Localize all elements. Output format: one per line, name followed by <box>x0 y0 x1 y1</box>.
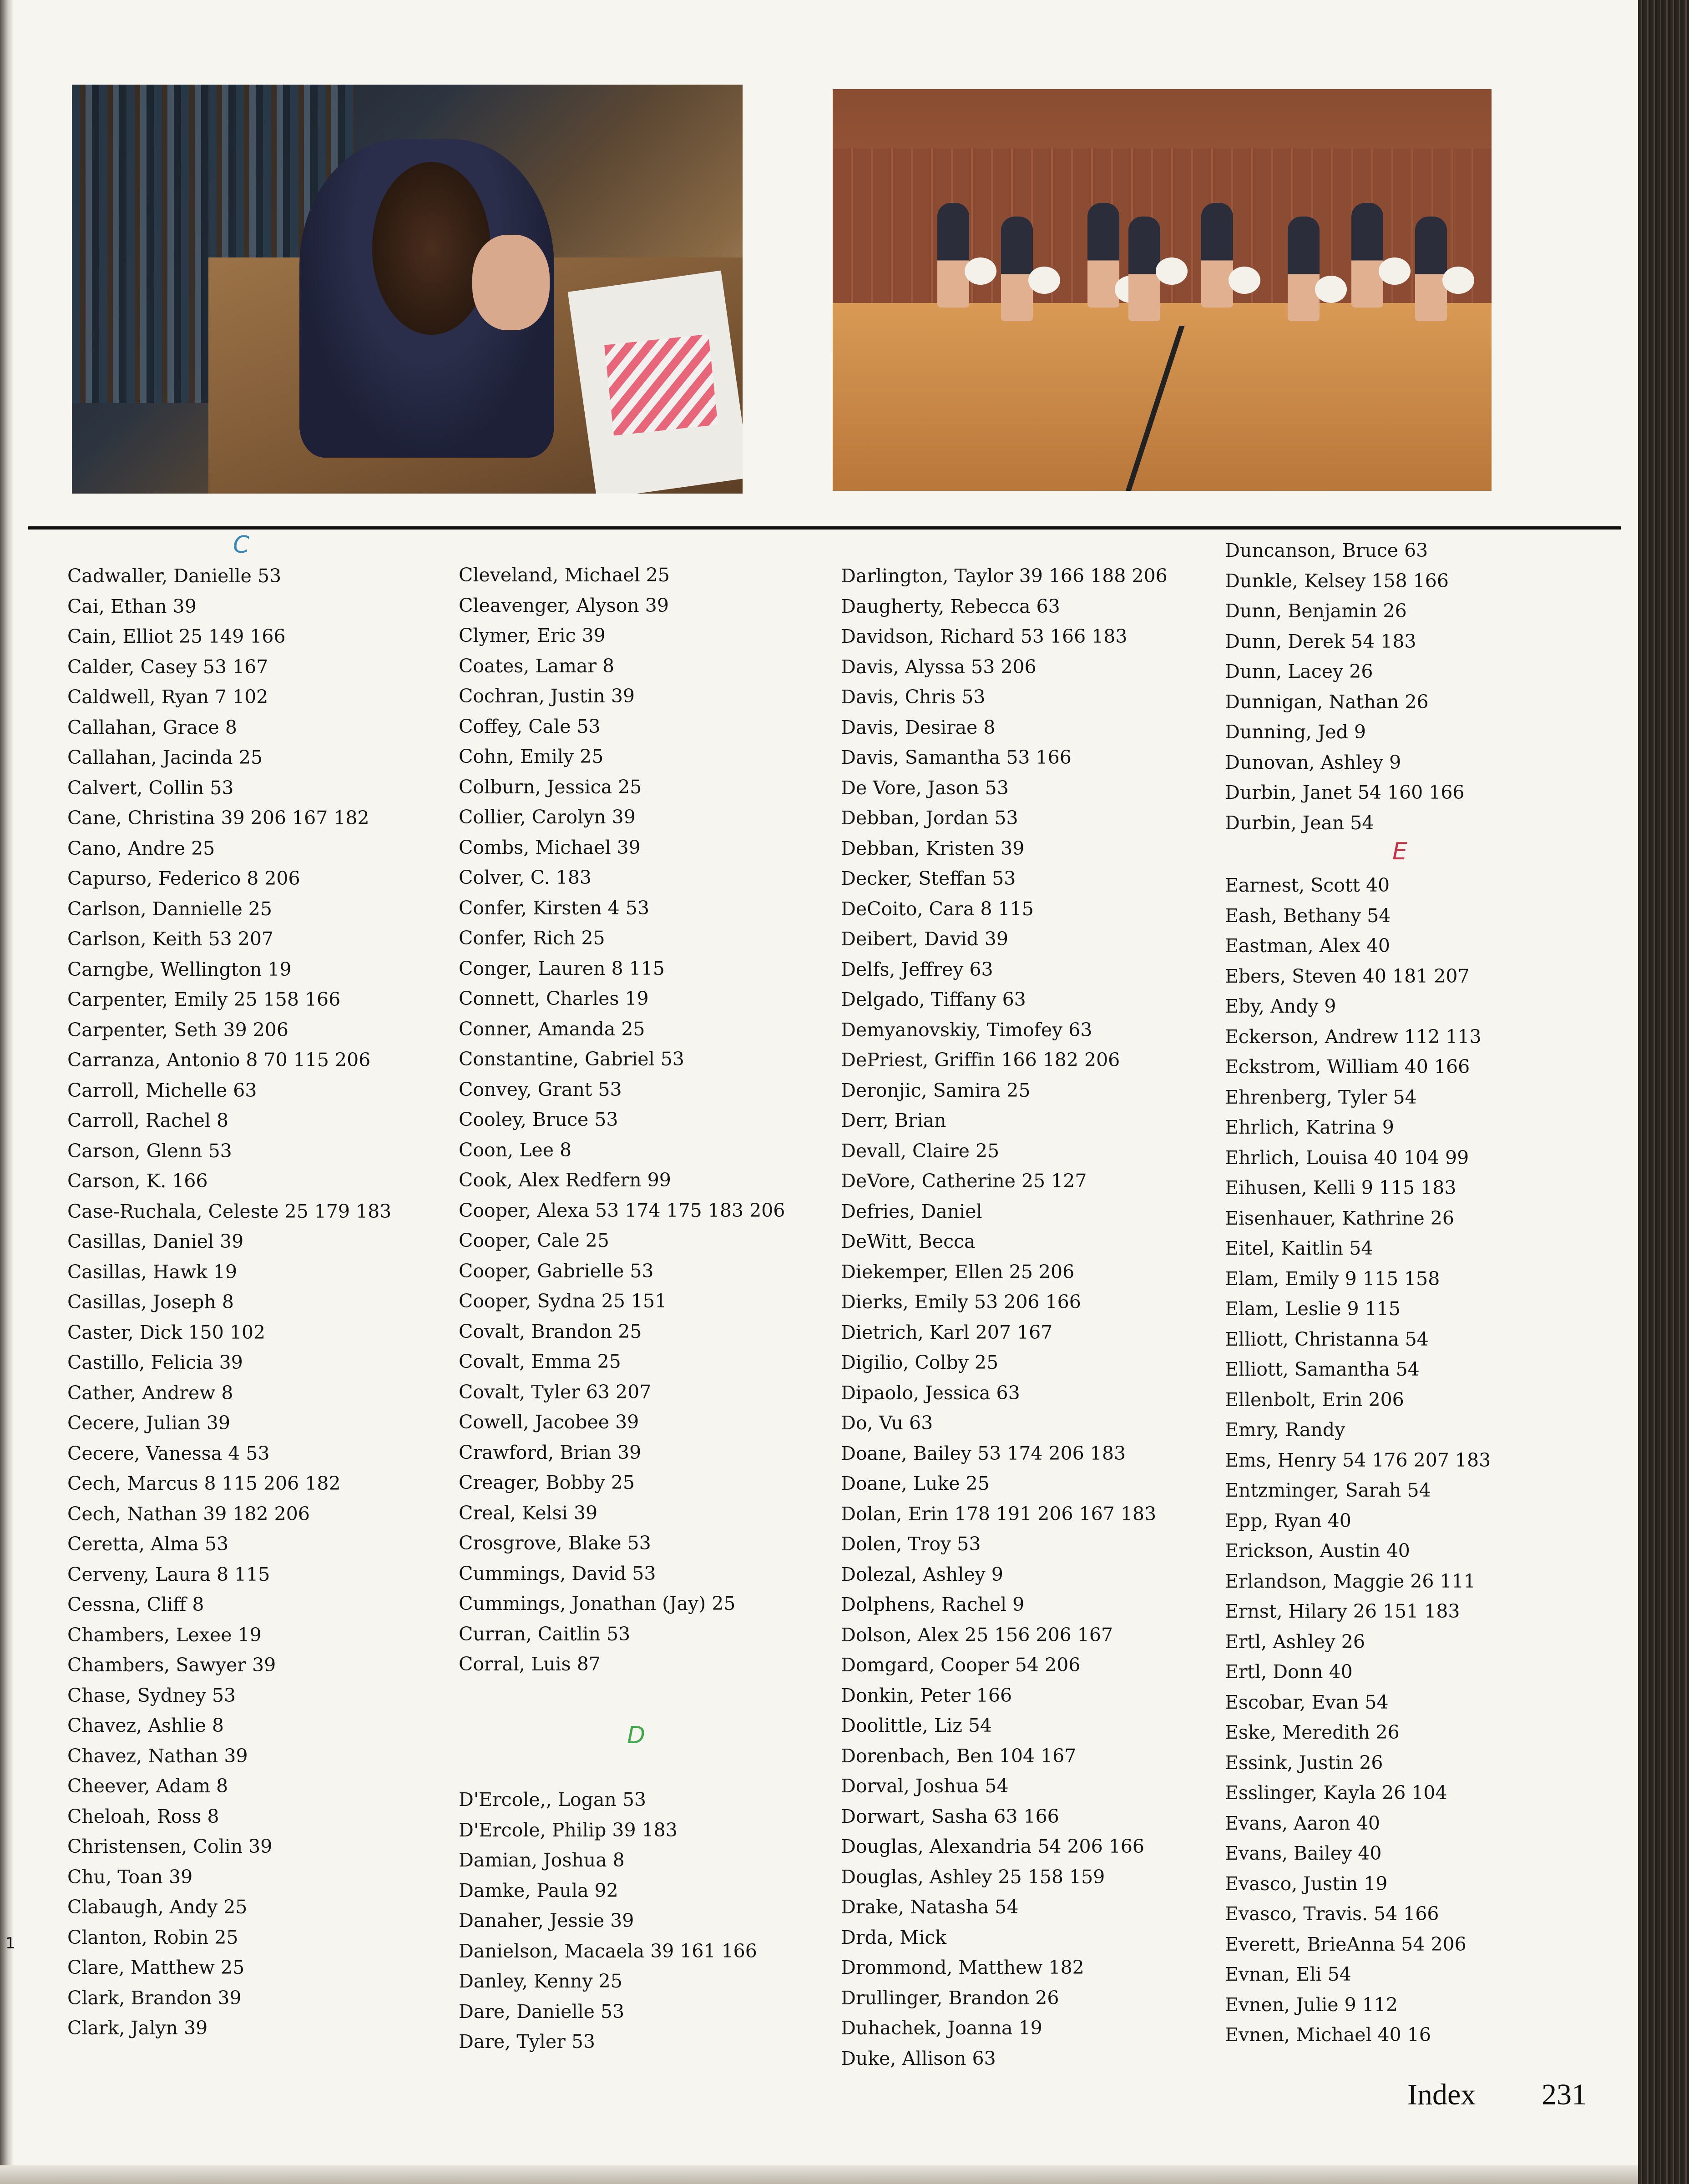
index-entry: Debban, Jordan 53 <box>841 807 1018 829</box>
index-entry: Ellenbolt, Erin 206 <box>1225 1388 1404 1411</box>
index-entry: Confer, Kirsten 4 53 <box>459 897 649 919</box>
index-entry: Cooley, Bruce 53 <box>459 1109 618 1130</box>
index-entry: Evnen, Michael 40 16 <box>1225 2024 1431 2046</box>
dancer-figure <box>1288 217 1320 321</box>
dancer-figure <box>937 203 969 308</box>
pom-pom <box>1028 267 1060 294</box>
dancer-figure <box>1201 203 1233 308</box>
section-letter: D <box>627 1722 646 1749</box>
index-entry: Diekemper, Ellen 25 206 <box>841 1261 1075 1283</box>
pom-pom <box>1442 267 1474 294</box>
index-entry: Decker, Steffan 53 <box>841 868 1016 889</box>
index-entry: Cain, Elliot 25 149 166 <box>67 625 286 647</box>
index-entry: Eitel, Kaitlin 54 <box>1225 1237 1373 1259</box>
index-entry: Dolen, Troy 53 <box>841 1533 981 1555</box>
index-entry: Corral, Luis 87 <box>459 1653 601 1675</box>
pom-pom <box>1315 276 1347 303</box>
index-entry: Dunkle, Kelsey 158 166 <box>1225 570 1449 592</box>
index-entry: Deibert, David 39 <box>841 928 1008 950</box>
index-entry: Cooper, Gabrielle 53 <box>459 1260 654 1282</box>
page-gutter-shadow <box>0 0 14 2184</box>
index-entry: Combs, Michael 39 <box>459 836 641 858</box>
index-entry: Delfs, Jeffrey 63 <box>841 958 993 980</box>
index-entry: Callahan, Jacinda 25 <box>67 746 263 768</box>
index-entry: Casillas, Daniel 39 <box>67 1231 244 1252</box>
index-entry: Evasco, Travis. 54 166 <box>1225 1903 1439 1925</box>
index-entry: Cleavenger, Alyson 39 <box>459 594 669 616</box>
index-entry: Dunn, Derek 54 183 <box>1225 630 1416 652</box>
index-entry: Dunn, Benjamin 26 <box>1225 600 1407 622</box>
index-entry: Collier, Carolyn 39 <box>459 806 636 828</box>
index-entry: Eastman, Alex 40 <box>1225 935 1390 957</box>
index-entry: Dolphens, Rachel 9 <box>841 1594 1025 1615</box>
index-entry: Digilio, Colby 25 <box>841 1352 999 1373</box>
index-entry: Cecere, Julian 39 <box>67 1412 230 1434</box>
index-entry: Elam, Emily 9 115 158 <box>1225 1267 1440 1290</box>
index-entry: D'Ercole, Philip 39 183 <box>459 1819 678 1841</box>
index-entry: Daugherty, Rebecca 63 <box>841 595 1060 617</box>
index-entry: Constantine, Gabriel 53 <box>459 1048 684 1070</box>
index-entry: Cadwaller, Danielle 53 <box>67 565 282 587</box>
dancer-figure <box>1415 217 1447 321</box>
index-entry: Everett, BrieAnna 54 206 <box>1225 1933 1466 1955</box>
index-entry: Coon, Lee 8 <box>459 1139 572 1161</box>
index-entry: Curran, Caitlin 53 <box>459 1623 631 1645</box>
index-entry: Doane, Luke 25 <box>841 1473 990 1494</box>
index-entry: Davis, Alyssa 53 206 <box>841 656 1037 678</box>
index-entry: Coates, Lamar 8 <box>459 655 615 677</box>
index-entry: Emry, Randy <box>1225 1419 1345 1441</box>
index-entry: Cooper, Sydna 25 151 <box>459 1290 667 1312</box>
index-entry: Casillas, Hawk 19 <box>67 1261 238 1283</box>
index-entry: Escobar, Evan 54 <box>1225 1691 1389 1713</box>
index-entry: Connett, Charles 19 <box>459 988 649 1009</box>
index-entry: Carroll, Rachel 8 <box>67 1110 229 1131</box>
index-entry: Damke, Paula 92 <box>459 1879 618 1902</box>
index-entry: Chu, Toan 39 <box>67 1866 193 1888</box>
face-graphic <box>472 235 550 330</box>
index-entry: Dierks, Emily 53 206 166 <box>841 1291 1081 1313</box>
index-entry: Chambers, Lexee 19 <box>67 1624 262 1646</box>
index-entry: Ehrlich, Katrina 9 <box>1225 1116 1394 1138</box>
index-entry: Danaher, Jessie 39 <box>459 1910 634 1932</box>
index-entry: Duncanson, Bruce 63 <box>1225 540 1428 561</box>
index-entry: Eckerson, Andrew 112 113 <box>1225 1025 1482 1048</box>
index-entry: Eckstrom, William 40 166 <box>1225 1056 1470 1078</box>
index-entry: Elliott, Christanna 54 <box>1225 1328 1429 1350</box>
index-entry: Elam, Leslie 9 115 <box>1225 1298 1401 1320</box>
dancer-figure <box>1087 203 1119 308</box>
index-entry: Evnen, Julie 9 112 <box>1225 1993 1398 2016</box>
index-entry: Cech, Nathan 39 182 206 <box>67 1503 310 1525</box>
binding-edge <box>1638 0 1689 2184</box>
index-entry: Douglas, Alexandria 54 206 166 <box>841 1836 1145 1857</box>
index-entry: Ceretta, Alma 53 <box>67 1533 229 1555</box>
index-entry: Cessna, Cliff 8 <box>67 1594 204 1615</box>
index-entry: Dunning, Jed 9 <box>1225 721 1366 743</box>
index-entry: Douglas, Ashley 25 158 159 <box>841 1866 1105 1888</box>
index-entry: Do, Vu 63 <box>841 1412 933 1434</box>
index-entry: Carranza, Antonio 8 70 115 206 <box>67 1049 371 1071</box>
index-entry: Erickson, Austin 40 <box>1225 1540 1410 1562</box>
index-entry: Covalt, Tyler 63 207 <box>459 1381 652 1403</box>
index-entry: Cheever, Adam 8 <box>67 1775 228 1797</box>
index-entry: Clark, Jalyn 39 <box>67 2017 208 2039</box>
index-entry: Drake, Natasha 54 <box>841 1896 1019 1918</box>
index-entry: D'Ercole,, Logan 53 <box>459 1789 647 1811</box>
index-entry: Chase, Sydney 53 <box>67 1684 236 1706</box>
gym-floor-graphic <box>833 303 1492 491</box>
margin-mark: 1 <box>5 1934 15 1952</box>
index-entry: Chambers, Sawyer 39 <box>67 1654 276 1676</box>
page-bottom-edge <box>0 2165 1638 2184</box>
index-entry: Dare, Tyler 53 <box>459 2031 595 2053</box>
index-entry: Duke, Allison 63 <box>841 2047 996 2069</box>
index-entry: Calvert, Collin 53 <box>67 777 234 799</box>
index-entry: Dorenbach, Ben 104 167 <box>841 1745 1077 1767</box>
index-entry: Ertl, Donn 40 <box>1225 1661 1353 1683</box>
index-entry: Covalt, Emma 25 <box>459 1351 621 1372</box>
index-entry: Callahan, Grace 8 <box>67 716 237 738</box>
index-entry: Coffey, Cale 53 <box>459 715 601 737</box>
index-entry: Colver, C. 183 <box>459 867 592 888</box>
index-entry: Ebers, Steven 40 181 207 <box>1225 965 1470 987</box>
index-entry: Capurso, Federico 8 206 <box>67 868 300 889</box>
index-entry: Evasco, Justin 19 <box>1225 1872 1388 1895</box>
index-entry: Cech, Marcus 8 115 206 182 <box>67 1473 341 1494</box>
index-entry: Ehrenberg, Tyler 54 <box>1225 1086 1417 1108</box>
index-entry: Debban, Kristen 39 <box>841 837 1025 859</box>
footer-label: Index <box>1407 2078 1476 2111</box>
index-entry: Cano, Andre 25 <box>67 837 215 859</box>
index-entry: Cochran, Justin 39 <box>459 685 635 707</box>
index-entry: Clanton, Robin 25 <box>67 1926 238 1948</box>
index-entry: Cai, Ethan 39 <box>67 595 197 617</box>
page-number: 231 <box>1542 2078 1587 2111</box>
index-entry: Crawford, Brian 39 <box>459 1441 642 1463</box>
pom-pom <box>965 257 996 285</box>
index-entry: Carson, Glenn 53 <box>67 1140 232 1162</box>
index-entry: Carlson, Keith 53 207 <box>67 928 274 950</box>
index-entry: Eisenhauer, Kathrine 26 <box>1225 1207 1454 1229</box>
index-entry: DeCoito, Cara 8 115 <box>841 898 1034 920</box>
index-entry: Eby, Andy 9 <box>1225 995 1336 1017</box>
index-entry: Essink, Justin 26 <box>1225 1751 1383 1774</box>
hair-graphic <box>372 162 491 335</box>
index-entry: Cheloah, Ross 8 <box>67 1805 219 1827</box>
index-entry: Davis, Chris 53 <box>841 686 986 708</box>
index-entry: Dunovan, Ashley 9 <box>1225 751 1401 773</box>
index-entry: Devall, Claire 25 <box>841 1140 1000 1162</box>
index-entry: Creager, Bobby 25 <box>459 1472 635 1493</box>
index-entry: Cooper, Alexa 53 174 175 183 206 <box>459 1199 785 1221</box>
index-entry: Defries, Daniel <box>841 1200 982 1222</box>
photo-student-drawing <box>72 85 743 494</box>
index-entry: Demyanovskiy, Timofey 63 <box>841 1019 1092 1041</box>
index-entry: Domgard, Cooper 54 206 <box>841 1654 1081 1676</box>
index-entry: Dorval, Joshua 54 <box>841 1775 1009 1797</box>
index-entry: Dolson, Alex 25 156 206 167 <box>841 1624 1113 1646</box>
index-entry: Castillo, Felicia 39 <box>67 1352 243 1373</box>
index-entry: Chavez, Ashlie 8 <box>67 1715 224 1736</box>
index-entry: Chavez, Nathan 39 <box>67 1745 248 1767</box>
index-entry: Evans, Aaron 40 <box>1225 1812 1380 1834</box>
index-entry: Caldwell, Ryan 7 102 <box>67 686 268 708</box>
index-entry: Davis, Desirae 8 <box>841 716 996 738</box>
index-entry: Drommond, Matthew 182 <box>841 1957 1084 1978</box>
drawing-graphic <box>604 334 718 436</box>
index-entry: Ernst, Hilary 26 151 183 <box>1225 1600 1460 1622</box>
index-entry: Delgado, Tiffany 63 <box>841 989 1026 1010</box>
index-entry: Eash, Bethany 54 <box>1225 904 1391 927</box>
index-entry: Damian, Joshua 8 <box>459 1849 625 1871</box>
index-entry: Clymer, Eric 39 <box>459 625 606 646</box>
index-entry: Entzminger, Sarah 54 <box>1225 1479 1431 1501</box>
index-entry: Evnan, Eli 54 <box>1225 1963 1351 1985</box>
index-entry: Casillas, Joseph 8 <box>67 1291 234 1313</box>
index-entry: Conner, Amanda 25 <box>459 1018 645 1040</box>
index-entry: Cleveland, Michael 25 <box>459 564 670 586</box>
index-entry: Caster, Dick 150 102 <box>67 1321 266 1343</box>
index-entry: Donkin, Peter 166 <box>841 1684 1012 1706</box>
index-entry: Cane, Christina 39 206 167 182 <box>67 807 369 829</box>
index-entry: Clabaugh, Andy 25 <box>67 1896 248 1918</box>
index-entry: Darlington, Taylor 39 166 188 206 <box>841 565 1168 587</box>
index-entry: Ehrlich, Louisa 40 104 99 <box>1225 1146 1469 1169</box>
index-entry: Dolan, Erin 178 191 206 167 183 <box>841 1503 1157 1525</box>
section-letter: C <box>233 531 250 559</box>
index-entry: Doolittle, Liz 54 <box>841 1715 992 1736</box>
index-entry: Esslinger, Kayla 26 104 <box>1225 1782 1447 1804</box>
index-entry: Dare, Danielle 53 <box>459 2000 625 2023</box>
index-entry: Dunnigan, Nathan 26 <box>1225 691 1429 713</box>
index-entry: Carngbe, Wellington 19 <box>67 958 292 980</box>
index-entry: Cummings, David 53 <box>459 1562 656 1584</box>
index-entry: Earnest, Scott 40 <box>1225 874 1390 896</box>
index-entry: DePriest, Griffin 166 182 206 <box>841 1049 1120 1071</box>
index-entry: Carlson, Dannielle 25 <box>67 898 272 920</box>
section-divider <box>28 526 1621 530</box>
photo-dance-team-gym <box>833 89 1492 491</box>
index-entry: Durbin, Janet 54 160 166 <box>1225 782 1465 803</box>
index-entry: Cecere, Vanessa 4 53 <box>67 1442 270 1464</box>
index-entry: Eske, Meredith 26 <box>1225 1721 1400 1743</box>
index-entry: Cather, Andrew 8 <box>67 1382 233 1404</box>
index-entry: Derr, Brian <box>841 1110 946 1131</box>
index-entry: Danielson, Macaela 39 161 166 <box>459 1940 757 1962</box>
index-entry: Covalt, Brandon 25 <box>459 1320 642 1342</box>
index-entry: Drda, Mick <box>841 1926 947 1948</box>
dancer-figure <box>1351 203 1383 308</box>
section-letter: E <box>1392 838 1407 865</box>
index-entry: Carroll, Michelle 63 <box>67 1079 257 1101</box>
index-entry: Cowell, Jacobee 39 <box>459 1411 639 1433</box>
index-entry: Crosgrove, Blake 53 <box>459 1532 651 1554</box>
index-entry: Colburn, Jessica 25 <box>459 776 642 798</box>
index-entry: Clark, Brandon 39 <box>67 1987 242 2009</box>
index-entry: Confer, Rich 25 <box>459 927 605 949</box>
index-entry: DeVore, Catherine 25 127 <box>841 1170 1087 1192</box>
index-entry: Davis, Samantha 53 166 <box>841 746 1072 768</box>
index-entry: Carpenter, Emily 25 158 166 <box>67 989 341 1010</box>
index-entry: Elliott, Samantha 54 <box>1225 1358 1420 1380</box>
pom-pom <box>1229 267 1260 294</box>
index-entry: Cummings, Jonathan (Jay) 25 <box>459 1593 736 1614</box>
pom-pom <box>1379 257 1411 285</box>
index-entry: Carson, K. 166 <box>67 1170 208 1192</box>
dancer-figure <box>1001 217 1033 321</box>
index-entry: Epp, Ryan 40 <box>1225 1509 1351 1532</box>
index-entry: Cook, Alex Redfern 99 <box>459 1169 671 1191</box>
index-entry: Danley, Kenny 25 <box>459 1970 622 1992</box>
index-entry: Durbin, Jean 54 <box>1225 812 1374 834</box>
index-entry: Eihusen, Kelli 9 115 183 <box>1225 1177 1456 1199</box>
index-entry: Carpenter, Seth 39 206 <box>67 1019 288 1041</box>
index-entry: Clare, Matthew 25 <box>67 1957 245 1978</box>
index-entry: Dietrich, Karl 207 167 <box>841 1321 1053 1343</box>
pom-pom <box>1156 257 1188 285</box>
index-entry: Erlandson, Maggie 26 111 <box>1225 1570 1476 1592</box>
index-entry: Cohn, Emily 25 <box>459 746 604 767</box>
index-entry: Case-Ruchala, Celeste 25 179 183 <box>67 1200 392 1222</box>
index-entry: Davidson, Richard 53 166 183 <box>841 625 1128 647</box>
index-entry: Calder, Casey 53 167 <box>67 656 268 678</box>
index-entry: Dipaolo, Jessica 63 <box>841 1382 1020 1404</box>
index-entry: Duhachek, Joanna 19 <box>841 2017 1042 2039</box>
index-entry: Cerveny, Laura 8 115 <box>67 1563 270 1585</box>
index-entry: Deronjic, Samira 25 <box>841 1079 1031 1101</box>
index-entry: Conger, Lauren 8 115 <box>459 957 665 979</box>
index-entry: Doane, Bailey 53 174 206 183 <box>841 1442 1126 1464</box>
index-entry: De Vore, Jason 53 <box>841 777 1009 799</box>
index-entry: Drullinger, Brandon 26 <box>841 1987 1059 2009</box>
index-entry: Evans, Bailey 40 <box>1225 1842 1382 1864</box>
index-entry: Dunn, Lacey 26 <box>1225 661 1373 682</box>
index-entry: Ems, Henry 54 176 207 183 <box>1225 1449 1491 1471</box>
index-entry: Convey, Grant 53 <box>459 1078 622 1100</box>
index-entry: DeWitt, Becca <box>841 1231 976 1252</box>
index-entry: Creal, Kelsi 39 <box>459 1502 598 1524</box>
index-entry: Cooper, Cale 25 <box>459 1230 609 1251</box>
index-entry: Dolezal, Ashley 9 <box>841 1563 1003 1585</box>
index-entry: Dorwart, Sasha 63 166 <box>841 1805 1059 1827</box>
index-entry: Ertl, Ashley 26 <box>1225 1630 1365 1653</box>
index-entry: Christensen, Colin 39 <box>67 1836 273 1857</box>
